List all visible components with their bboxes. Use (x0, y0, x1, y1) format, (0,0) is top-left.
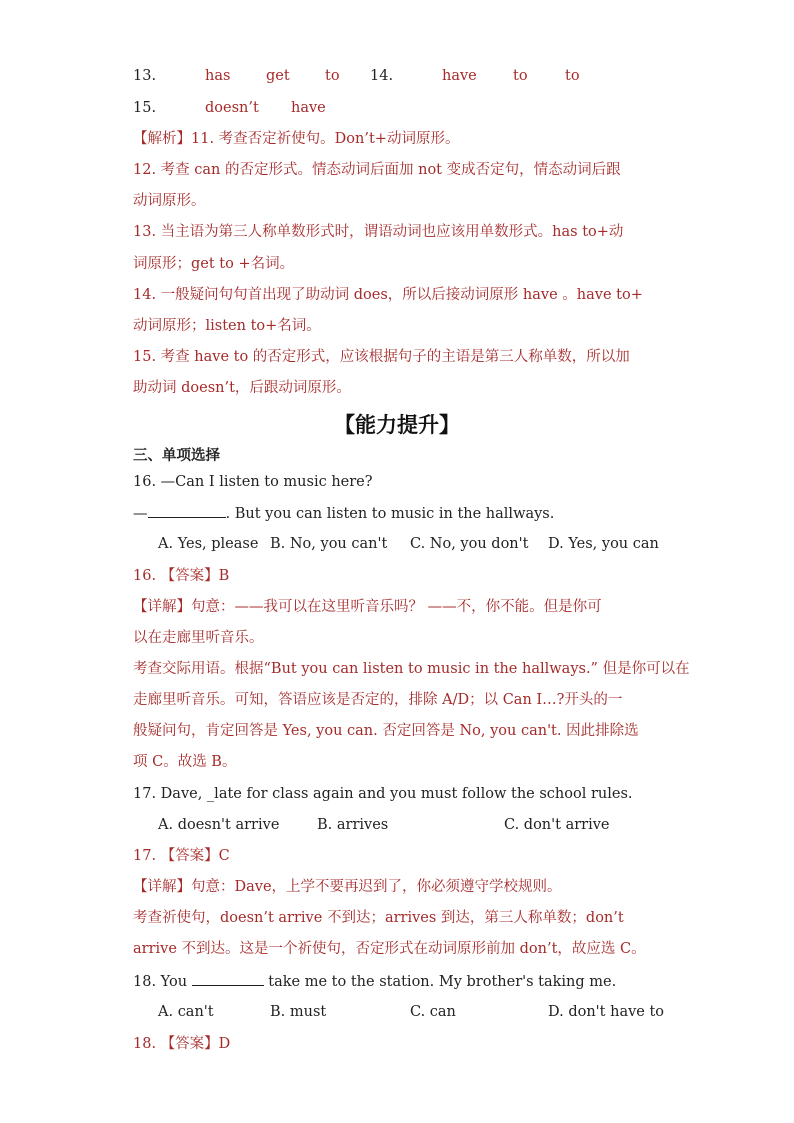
analysis-line-7: 动词原形；listen to+名词。 (133, 318, 321, 334)
section-title: 【能力提升】 (334, 412, 460, 437)
q16-option-c: C. No, you don't (410, 536, 529, 552)
q17-option-c: C. don't arrive (504, 817, 610, 833)
q16-stem-line-2: — . But you can listen to music in the hallways. (133, 503, 554, 524)
q16-option-b: B. No, you can't (270, 536, 388, 552)
q18-option-b: B. must (270, 1004, 327, 1020)
analysis-line-1: 【解析】11. 考查否定祈使句。Don’t+动词原形。 (133, 131, 460, 147)
q18-answer: 18. 【答案】D (133, 1036, 231, 1052)
q15-answer-b: have (291, 100, 326, 116)
q18-option-d: D. don't have to (548, 1004, 665, 1020)
q17-option-b: B. arrives (317, 817, 389, 833)
q14-answer-c: to (565, 68, 580, 84)
section-heading: 三、单项选择 (133, 447, 220, 464)
q17-detail-line-3: arrive 不到达。这是一个祈使句，否定形式在动词原形前加 don’t，故应选 C。 (133, 941, 646, 957)
q16-detail-line-1: 【详解】句意：——我可以在这里听音乐吗？ ——不，你不能。但是你可 (133, 599, 602, 615)
q16-detail-tag: 【详解】 (133, 599, 191, 615)
q15-number: 15. (133, 100, 157, 116)
q16-blank (148, 503, 226, 518)
q18-option-a: A. can't (158, 1004, 214, 1020)
q18-option-c: C. can (410, 1004, 456, 1020)
analysis-tag: 【解析】 (133, 131, 191, 147)
q17-detail-line-2: 考查祈使句，doesn’t arrive 不到达；arrives 到达，第三人称单数；don’t (133, 910, 624, 926)
q16-detail-line-6: 项 C。故选 B。 (133, 754, 237, 770)
q18-stem: 18. You take me to the station. My brother's taking me. (133, 971, 616, 992)
q13-number: 13. (133, 68, 157, 84)
q16-option-a: A. Yes, please (158, 536, 259, 552)
analysis-line-8: 15. 考查 have to 的否定形式，应该根据句子的主语是第三人称单数，所以加 (133, 349, 630, 365)
analysis-line-2: 12. 考查 can 的否定形式。情态动词后面加 not 变成否定句，情态动词后跟 (133, 162, 621, 178)
q17-option-a: A. doesn't arrive (158, 817, 280, 833)
analysis-line-6: 14. 一般疑问句句首出现了助动词 does，所以后接动词原形 have 。have to+ (133, 287, 643, 303)
q17-detail-line-1: 【详解】句意：Dave，上学不要再迟到了，你必须遵守学校规则。 (133, 879, 562, 895)
q16-stem-line-1: 16. —Can I listen to music here? (133, 474, 373, 490)
q16-answer: 16. 【答案】B (133, 568, 230, 584)
q16-detail-line-5: 般疑问句，肯定回答是 Yes, you can. 否定回答是 No, you can't. 因此排除选 (133, 723, 639, 739)
q16-detail-line-3: 考查交际用语。根据“But you can listen to music in the hallways.” 但是你可以在 (133, 661, 690, 677)
q13-answer-b: get (266, 68, 290, 84)
q14-answer-b: to (513, 68, 528, 84)
q13-answer-c: to (325, 68, 340, 84)
analysis-line-5: 词原形；get to +名词。 (133, 256, 295, 272)
q17-stem: 17. Dave, _late for class again and you must follow the school rules. (133, 786, 633, 802)
q17-detail-tag: 【详解】 (133, 879, 191, 895)
q18-blank (192, 971, 264, 986)
q16-option-d: D. Yes, you can (548, 536, 659, 552)
q15-answer-a: doesn’t (205, 100, 259, 116)
q17-answer: 17. 【答案】C (133, 848, 230, 864)
analysis-line-9: 助动词 doesn’t，后跟动词原形。 (133, 380, 351, 396)
q14-number: 14. (370, 68, 394, 84)
q16-detail-line-4: 走廊里听音乐。可知，答语应该是否定的，排除 A/D；以 Can I…?开头的一 (133, 692, 623, 708)
q13-answer-a: has (205, 68, 231, 84)
analysis-line-3: 动词原形。 (133, 193, 206, 209)
q14-answer-a: have (442, 68, 477, 84)
analysis-line-4: 13. 当主语为第三人称单数形式时，谓语动词也应该用单数形式。has to+动 (133, 224, 624, 240)
q16-detail-line-2: 以在走廊里听音乐。 (133, 630, 264, 646)
